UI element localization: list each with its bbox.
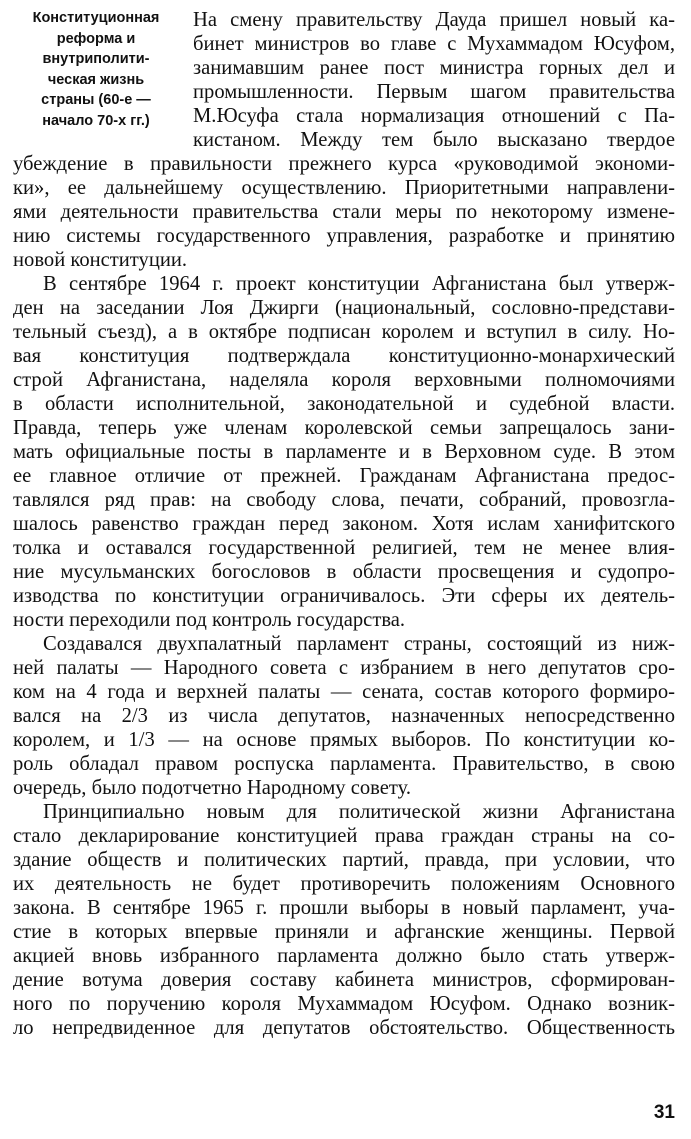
side-heading-line: ческая жизнь (47, 71, 145, 88)
side-heading-line: внутриполити- (42, 51, 150, 68)
side-heading-line: реформа и (56, 30, 136, 47)
text-line: изводства по конституции ограничивалось. Эти сферы их деятель- (13, 585, 675, 607)
text-line: вался на 2/3 из числа депутатов, назначенных непосредственно (13, 705, 675, 727)
text-line: ло непредвиденное для депутатов обстоятельство. Общественность (13, 1017, 675, 1039)
text-line: дение вотума доверия составу кабинета министров, сформирован- (13, 969, 675, 991)
text-line: убеждение в правильности прежнего курса «руководимой экономи- (13, 153, 675, 175)
side-heading (6, 8, 186, 132)
text-line: здание обществ и политических партий, правда, при условии, что (13, 849, 675, 871)
text-line: закона. В сентябре 1965 г. прошли выборы в новый парламент, уча- (13, 897, 675, 919)
text-line: ден на заседании Лоя Джирги (национальный, сословно-представи- (13, 297, 675, 319)
text-line: строй Афганистана, наделяла короля верховными полномочиями (13, 369, 675, 391)
text-line: кистаном. Между тем было высказано твердое (193, 129, 675, 151)
side-heading-line: начало 70-х гг.) (42, 112, 150, 129)
text-line: ней палаты — Народного совета с избранием в него депутатов сро- (13, 657, 675, 679)
text-line: бинет министров во главе с Мухаммадом Юсуфом, (193, 33, 675, 55)
text-line: нию системы государственного управления, разработке и принятию (13, 225, 675, 247)
text-line: новой конституции. (13, 249, 188, 271)
text-line: промышленности. Первым шагом правительства (193, 81, 675, 103)
text-line: ние мусульманских богословов в области просвещения и судопро- (13, 561, 675, 583)
text-line: ного по поручению короля Мухаммадом Юсуфом. Однако возник- (13, 993, 675, 1015)
text-line: ком на 4 года и верхней палаты — сената, состав которого формиро- (13, 681, 675, 703)
text-line: роль обладал правом роспуска парламента. Правительство, в свою (13, 753, 675, 775)
text-line: ее главное отличие от прежней. Гражданам Афганистана предос- (13, 465, 675, 487)
text-line: тельный съезд), а в октябре подписан королем и вступил в силу. Но- (13, 321, 675, 343)
text-line: толка и оставался государственной религией, тем не менее влия- (13, 537, 675, 559)
text-line: мать официальные посты в парламенте и в Верховном суде. В этом (13, 441, 675, 463)
text-line: М.Юсуфа стала нормализация отношений с Па- (193, 105, 675, 127)
page-number: 31 (653, 1102, 675, 1123)
text-line: стие в которых впервые приняли и афганские женщины. Первой (13, 921, 675, 943)
text-line: акцией вновь избранного парламента должно было стать утверж- (13, 945, 675, 967)
text-line: ки», ее дальнейшему осуществлению. Приоритетными направлени- (13, 177, 675, 199)
text-line: занимавшим ранее пост министра горных дел и (193, 57, 675, 79)
text-line: очередь, было подотчетно Народному совету. (13, 777, 412, 799)
side-heading-line: Конституционная (32, 10, 160, 26)
text-line: их деятельность не будет противоречить положениям Основного (13, 873, 675, 895)
text-line: вая конституция подтверждала конституционно-монархический (13, 345, 675, 367)
text-line: Создавался двухпалатный парламент страны, состоящий из ниж- (43, 633, 675, 655)
text-line: стало декларирование конституцией права граждан страны на со- (13, 825, 675, 847)
text-line: тавлялся ряд прав: на свободу слова, печати, собраний, провозгла- (13, 489, 675, 511)
text-line: На смену правительству Дауда пришел новый ка- (193, 9, 675, 31)
text-line: Правда, теперь уже членам королевской семьи запрещалось зани- (13, 417, 675, 439)
text-line: ности переходили под контроль государства. (13, 609, 406, 631)
side-heading-line: страны (60-е — (41, 92, 151, 109)
text-line: Принципиально новым для политической жизни Афганистана (43, 801, 675, 823)
text-line: ями деятельности правительства стали меры по некоторому измене- (13, 201, 675, 223)
text-line: в области исполнительной, законодательной и судебной власти. (13, 393, 675, 415)
text-line: В сентябре 1964 г. проект конституции Афганистана был утверж- (43, 273, 675, 295)
text-line: королем, и 1/3 — на основе прямых выборов. По конституции ко- (13, 729, 675, 751)
text-line: шалось равенство граждан перед законом. Хотя ислам ханифитского (13, 513, 675, 535)
